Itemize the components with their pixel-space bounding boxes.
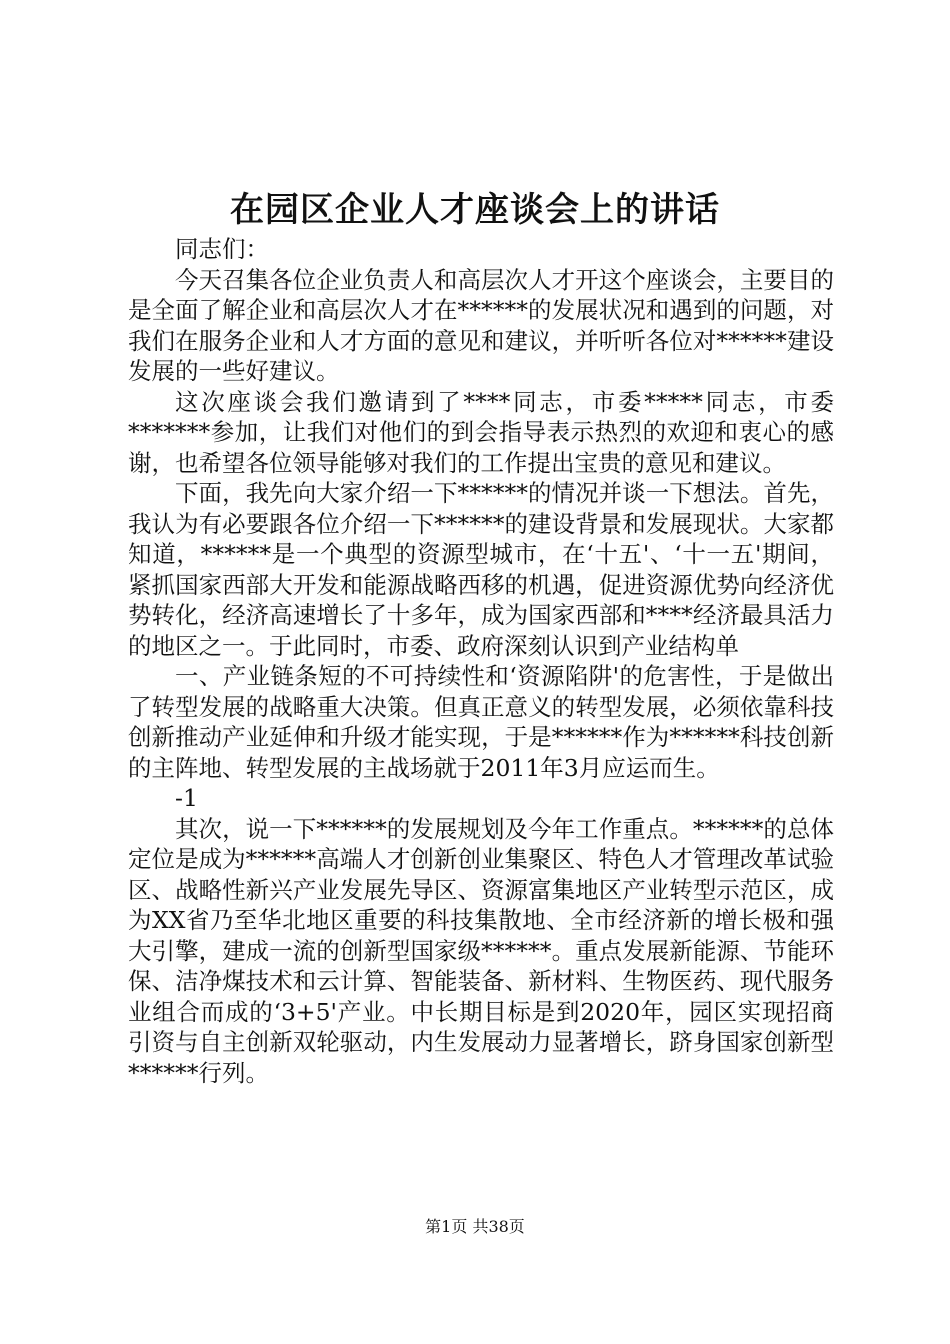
- paragraph-4: 一、产业链条短的不可持续性和‘资源陷阱'的危害性，于是做出了转型发展的战略重大决策。但真正意义的转型发展，必须依靠科技创新推动产业延伸和升级才能实现，于是******作为******科技创新的主阵地、转型发展的主战场就于2011年3月应运而生。: [128, 662, 834, 782]
- paragraph-2: 这次座谈会我们邀请到了****同志，市委*****同志，市委*******参加，让我们对他们的到会指导表示热烈的欢迎和衷心的感谢，也希望各位领导能够对我们的工作提出宝贵的意见和建议。: [128, 387, 834, 477]
- greeting: 同志们：: [175, 235, 269, 263]
- document-title: 在园区企业人才座谈会上的讲话: [230, 190, 720, 230]
- page-number-footer: 第1页 共38页: [425, 1217, 525, 1236]
- paragraph-1: 今天召集各位企业负责人和高层次人才开这个座谈会，主要目的是全面了解企业和高层次人才在******的发展状况和遇到的问题，对我们在服务企业和人才方面的意见和建议，并听听各位对******建设发展的一些好建议。: [128, 265, 834, 385]
- document-body: [128, 234, 834, 1088]
- paragraph-6: 其次，说一下******的发展规划及今年工作重点。******的总体定位是成为******高端人才创新创业集聚区、特色人才管理改革试验区、战略性新兴产业发展先导区、资源富集地区产业转型示范区，成为XX省乃至华北地区重要的科技集散地、全市经济新的增长极和强大引擎，建成一流的创新型国家级******。重点发展新能源、节能环保、洁净煤技术和云计算、智能装备、新材料、生物医药、现代服务业组合而成的‘3+5'产业。中长期目标是到2020年，园区实现招商引资与自主创新双轮驱动，内生发展动力显著增长，跻身国家创新型******行列。: [128, 814, 834, 1087]
- paragraph-5: -1: [175, 784, 198, 812]
- paragraph-3: 下面，我先向大家介绍一下******的情况并谈一下想法。首先，我认为有必要跟各位介绍一下******的建设背景和发展现状。大家都知道，******是一个典型的资源型城市，在‘十五'、‘十一五'期间，紧抓国家西部大开发和能源战略西移的机遇，促进资源优势向经济优势转化，经济高速增长了十多年，成为国家西部和****经济最具活力的地区之一。于此同时，市委、政府深刻认识到产业结构单: [128, 479, 834, 660]
